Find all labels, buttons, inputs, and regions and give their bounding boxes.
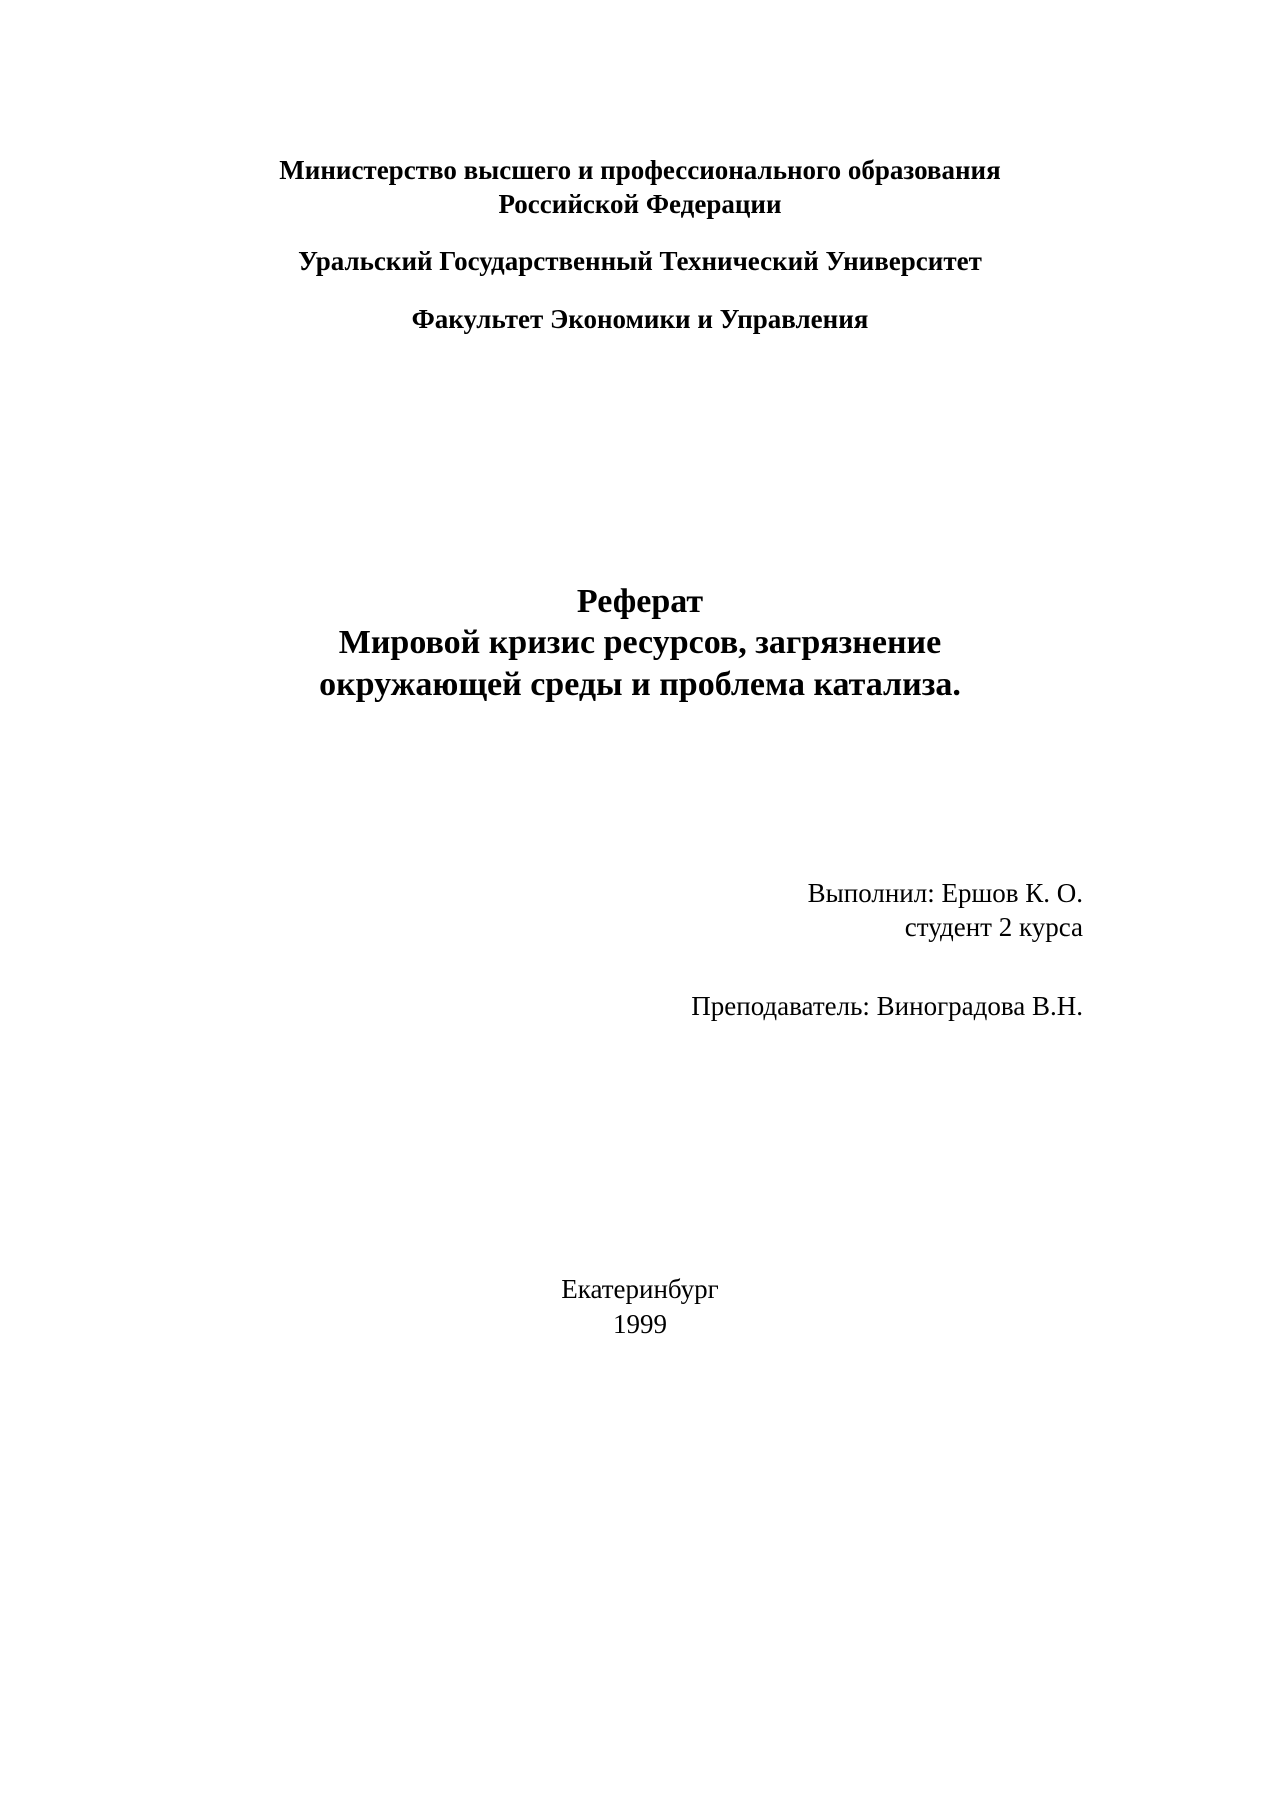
year: 1999 — [613, 1309, 667, 1339]
city: Екатеринбург — [561, 1274, 719, 1304]
document-type: Реферат — [576, 583, 704, 620]
performed-by: Выполнил: Ершов К. О. — [807, 878, 1083, 908]
ministry-line-1: Министерство высшего и профессионального образования — [279, 155, 1001, 185]
teacher: Преподаватель: Виноградова В.Н. — [691, 991, 1083, 1021]
university-name: Уральский Государственный Технический Университет — [298, 246, 982, 276]
ministry-line-2: Российской Федерации — [498, 189, 782, 219]
faculty-name: Факультет Экономики и Управления — [411, 304, 869, 334]
topic-line-2: окружающей среды и проблема катализа. — [319, 666, 961, 703]
student-course: студент 2 курса — [904, 912, 1083, 942]
topic-line-1: Мировой кризис ресурсов, загрязнение — [338, 624, 942, 661]
